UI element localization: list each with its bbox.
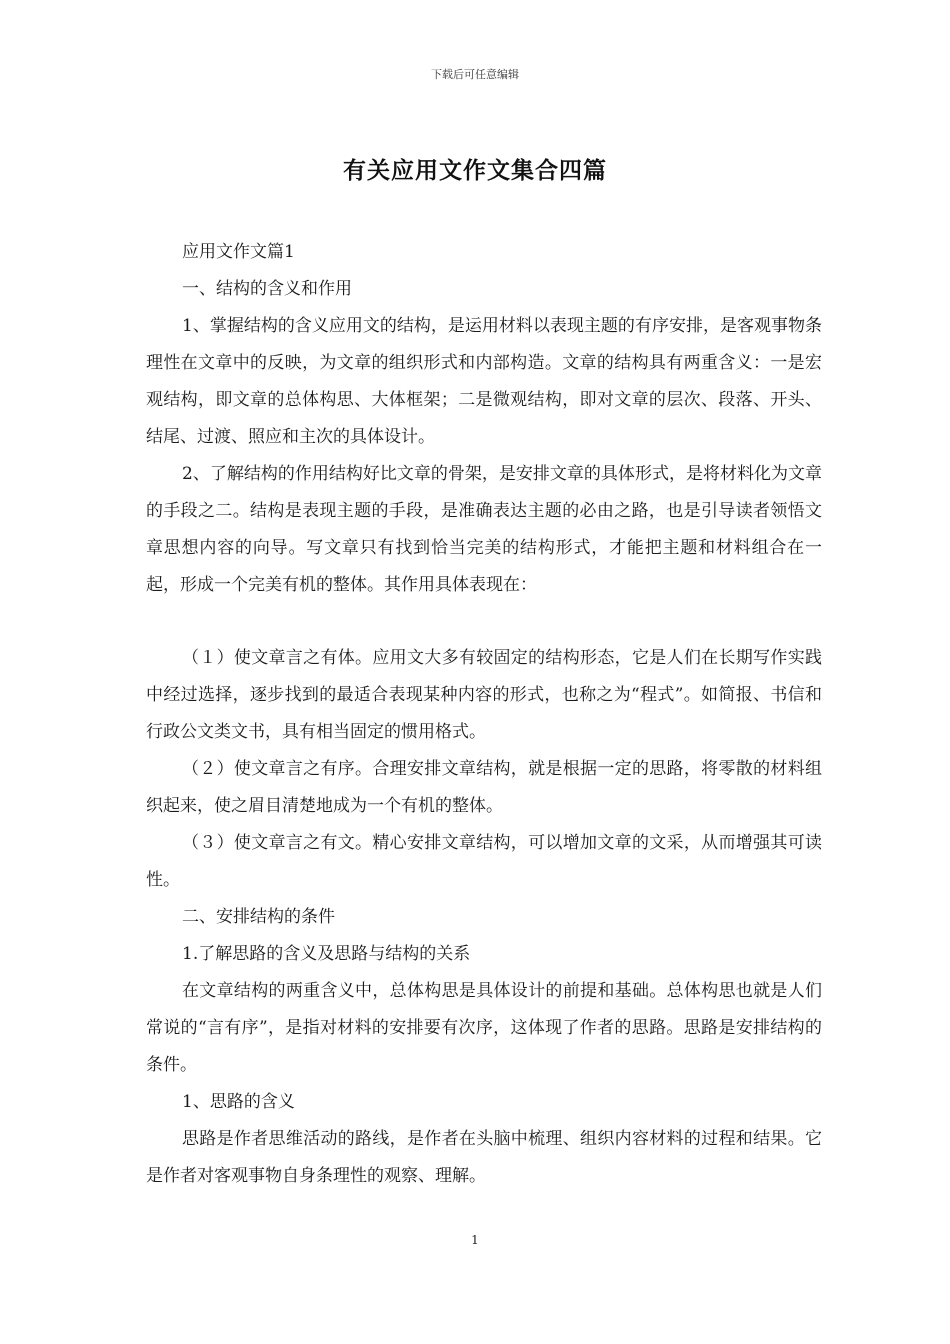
paragraph-point-1: （１）使文章言之有体。应用文大多有较固定的结构形态，它是人们在长期写作实践中经过选择，逐步找到的最适合表现某种内容的形式，也称之为“程式”。如简报、书信和行政公文类文书，具有相当固定的惯用格式。 [146,648,822,742]
section-label: 应用文作文篇1 [182,242,295,262]
paragraph-structure-meaning: 1、掌握结构的含义应用文的结构，是运用材料以表现主题的有序安排，是客观事物条理性在文章中的反映，为文章的组织形式和内部构造。文章的结构具有两重含义：一是宏观结构，即文章的总体构思、大体框架；二是微观结构，即对文章的层次、段落、开头、结尾、过渡、照应和主次的具体设计。 [146,316,822,447]
subheading-thinking-meaning: 1、思路的含义 [182,1092,295,1112]
document-body [146,234,822,1195]
document-title: 有关应用文作文集合四篇 [343,157,607,184]
page-number: 1 [471,1233,479,1247]
paragraph-overall-design: 在文章结构的两重含义中，总体构思是具体设计的前提和基础。总体构思也就是人们常说的“言有序”，是指对材料的安排要有次序，这体现了作者的思路。思路是安排结构的条件。 [146,981,822,1075]
paragraph-point-2: （２）使文章言之有序。合理安排文章结构，就是根据一定的思路，将零散的材料组织起来，使之眉目清楚地成为一个有机的整体。 [146,759,822,816]
paragraph-structure-role: 2、了解结构的作用结构好比文章的骨架，是安排文章的具体形式，是将材料化为文章的手段之二。结构是表现主题的手段，是准确表达主题的必由之路，也是引导读者领悟文章思想内容的向导。写文章只有找到恰当完美的结构形式，才能把主题和材料组合在一起，形成一个完美有机的整体。其作用具体表现在： [146,464,822,595]
paragraph-point-3: （３）使文章言之有文。精心安排文章结构，可以增加文章的文采，从而增强其可读性。 [146,833,822,890]
blank-line [146,604,822,640]
subheading-thinking: 1.了解思路的含义及思路与结构的关系 [182,944,471,964]
header-note: 下载后可任意编辑 [431,68,519,81]
heading-two: 二、安排结构的条件 [182,907,335,927]
heading-one: 一、结构的含义和作用 [182,279,352,299]
paragraph-thinking-definition: 思路是作者思维活动的路线，是作者在头脑中梳理、组织内容材料的过程和结果。它是作者对客观事物自身条理性的观察、理解。 [146,1129,822,1186]
